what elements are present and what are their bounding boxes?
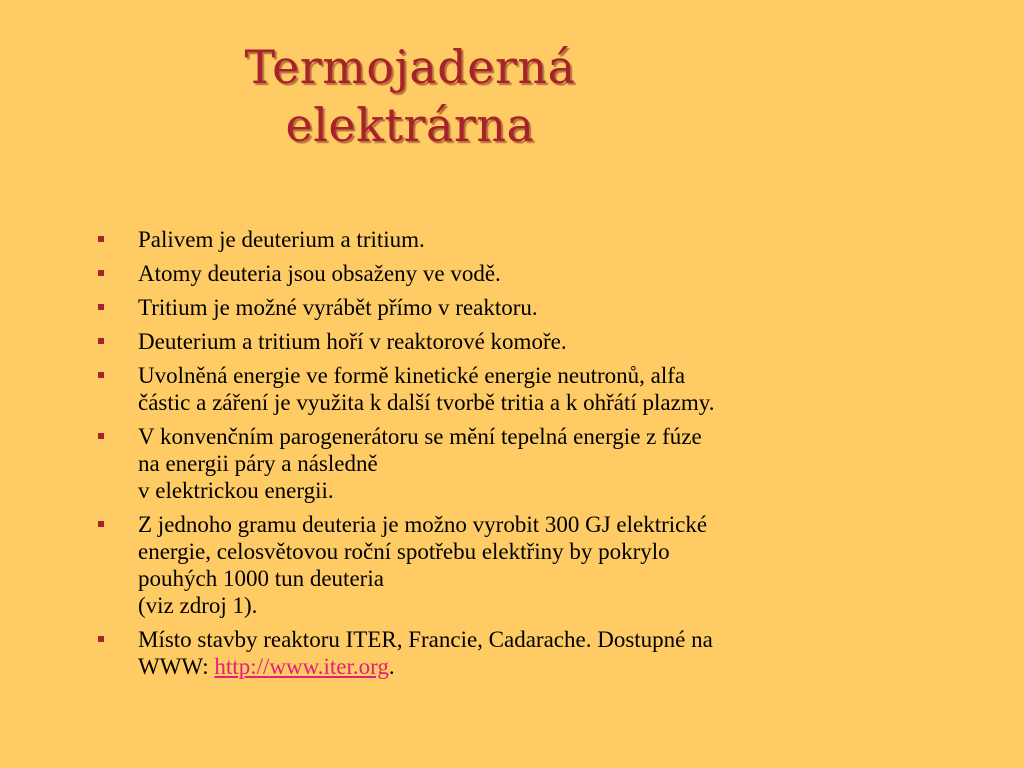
bullet-line: Místo stavby reaktoru ITER, Francie, Cadarache. Dostupné na (138, 627, 713, 652)
bullet-line: pouhých 1000 tun deuteria (138, 566, 384, 591)
list-item (92, 511, 952, 619)
bullet-line: V konvenčním parogenerátoru se mění tepelná energie z fúze (138, 424, 702, 449)
bullet-line: energie, celosvětovou roční spotřebu elektřiny by pokrylo (138, 539, 670, 564)
bullet-line: na energii páry a následně (138, 451, 378, 476)
slide-title (150, 38, 670, 154)
bullet-line (138, 653, 952, 680)
bullet-text (138, 511, 952, 619)
square-bullet-icon (98, 372, 104, 378)
list-item (92, 362, 952, 416)
link-suffix: . (388, 654, 395, 679)
bullet-line: Palivem je deuterium a tritium. (138, 227, 425, 252)
bullet-line: Z jednoho gramu deuteria je možno vyrobit 300 GJ elektrické (138, 512, 708, 537)
bullet-line: (viz zdroj 1). (138, 593, 258, 618)
square-bullet-icon (98, 236, 104, 242)
list-item (92, 328, 952, 355)
slide-title-line: elektrárna (285, 98, 535, 152)
square-bullet-icon (98, 433, 104, 439)
list-item (92, 294, 952, 321)
bullet-line: částic a záření je využita k další tvorbě tritia a k ohřátí plazmy. (138, 390, 715, 415)
link-prefix: WWW: (138, 654, 215, 679)
bullet-line: Atomy deuteria jsou obsaženy ve vodě. (138, 261, 501, 286)
list-item (92, 423, 952, 504)
list-item (92, 626, 952, 680)
square-bullet-icon (98, 521, 104, 527)
list-item (92, 260, 952, 287)
bullet-line: v elektrickou energii. (138, 478, 334, 503)
bullet-text (138, 328, 952, 355)
bullet-text (138, 626, 952, 680)
bullet-text (138, 260, 952, 287)
bullet-text (138, 294, 952, 321)
square-bullet-icon (98, 304, 104, 310)
bullet-text (138, 423, 952, 504)
bullet-line: Tritium je možné vyrábět přímo v reaktoru. (138, 295, 538, 320)
square-bullet-icon (98, 338, 104, 344)
bullet-line: Deuterium a tritium hoří v reaktorové komoře. (138, 329, 567, 354)
bullet-text (138, 362, 952, 416)
iter-website-link[interactable]: http://www.iter.org (214, 654, 389, 679)
bullet-text (138, 226, 952, 253)
list-item (92, 226, 952, 253)
bullet-list (92, 226, 952, 687)
slide-title-line: Termojaderná (244, 40, 576, 94)
square-bullet-icon (98, 636, 104, 642)
bullet-line: Uvolněná energie ve formě kinetické energie neutronů, alfa (138, 363, 686, 388)
square-bullet-icon (98, 270, 104, 276)
